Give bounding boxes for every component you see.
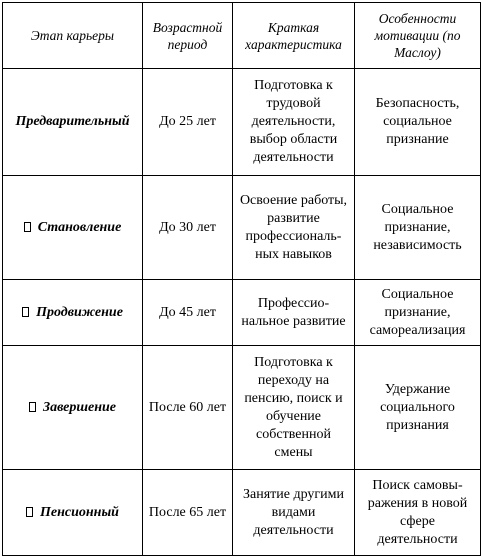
header-age: Возрастной период bbox=[143, 3, 233, 69]
motivation-cell: Социальное признание, независимость bbox=[355, 176, 481, 280]
missing-glyph-icon bbox=[29, 402, 36, 412]
age-cell: После 65 лет bbox=[143, 470, 233, 556]
motivation-cell: Поиск самовы-ражения в новой сфере деятельности bbox=[355, 470, 481, 556]
stage-name: Пенсионный bbox=[40, 504, 119, 520]
age-cell: До 30 лет bbox=[143, 176, 233, 280]
description-cell: Освоение работы, развитие профессиональ-ных навыков bbox=[233, 176, 355, 280]
description-cell: Подготовка к переходу на пенсию, поиск и обучение собственной смены bbox=[233, 346, 355, 470]
stage-name: Предварительный bbox=[15, 114, 130, 129]
missing-glyph-icon bbox=[22, 307, 29, 317]
header-motivation: Особенности мотивации (по Маслоу) bbox=[355, 3, 481, 69]
missing-glyph-icon bbox=[24, 222, 31, 232]
stage-cell bbox=[3, 470, 143, 556]
stage-cell bbox=[3, 346, 143, 470]
motivation-cell: Безопасность, социальное признание bbox=[355, 69, 481, 176]
stage-cell bbox=[3, 176, 143, 280]
missing-glyph-icon bbox=[26, 507, 33, 517]
age-cell: До 45 лет bbox=[143, 280, 233, 346]
motivation-cell: Удержание социального признания bbox=[355, 346, 481, 470]
stage-cell bbox=[3, 280, 143, 346]
table-row bbox=[3, 470, 481, 556]
age-cell: После 60 лет bbox=[143, 346, 233, 470]
description-cell: Подготовка к трудовой деятельности, выбор области деятельности bbox=[233, 69, 355, 176]
career-stages-table bbox=[2, 2, 481, 556]
table-row bbox=[3, 280, 481, 346]
stage-cell bbox=[3, 69, 143, 176]
stage-name: Становление bbox=[37, 219, 122, 235]
stage-name: Продвижение bbox=[36, 304, 123, 320]
age-cell: До 25 лет bbox=[143, 69, 233, 176]
header-description: Краткая характеристика bbox=[233, 3, 355, 69]
header-stage: Этап карьеры bbox=[3, 3, 143, 69]
table-header-row bbox=[3, 3, 481, 69]
description-cell: Профессио-нальное развитие bbox=[233, 280, 355, 346]
motivation-cell: Социальное признание, самореализация bbox=[355, 280, 481, 346]
table-row bbox=[3, 346, 481, 470]
table-row bbox=[3, 69, 481, 176]
description-cell: Занятие другими видами деятельности bbox=[233, 470, 355, 556]
stage-name: Завершение bbox=[42, 399, 117, 415]
table-row bbox=[3, 176, 481, 280]
